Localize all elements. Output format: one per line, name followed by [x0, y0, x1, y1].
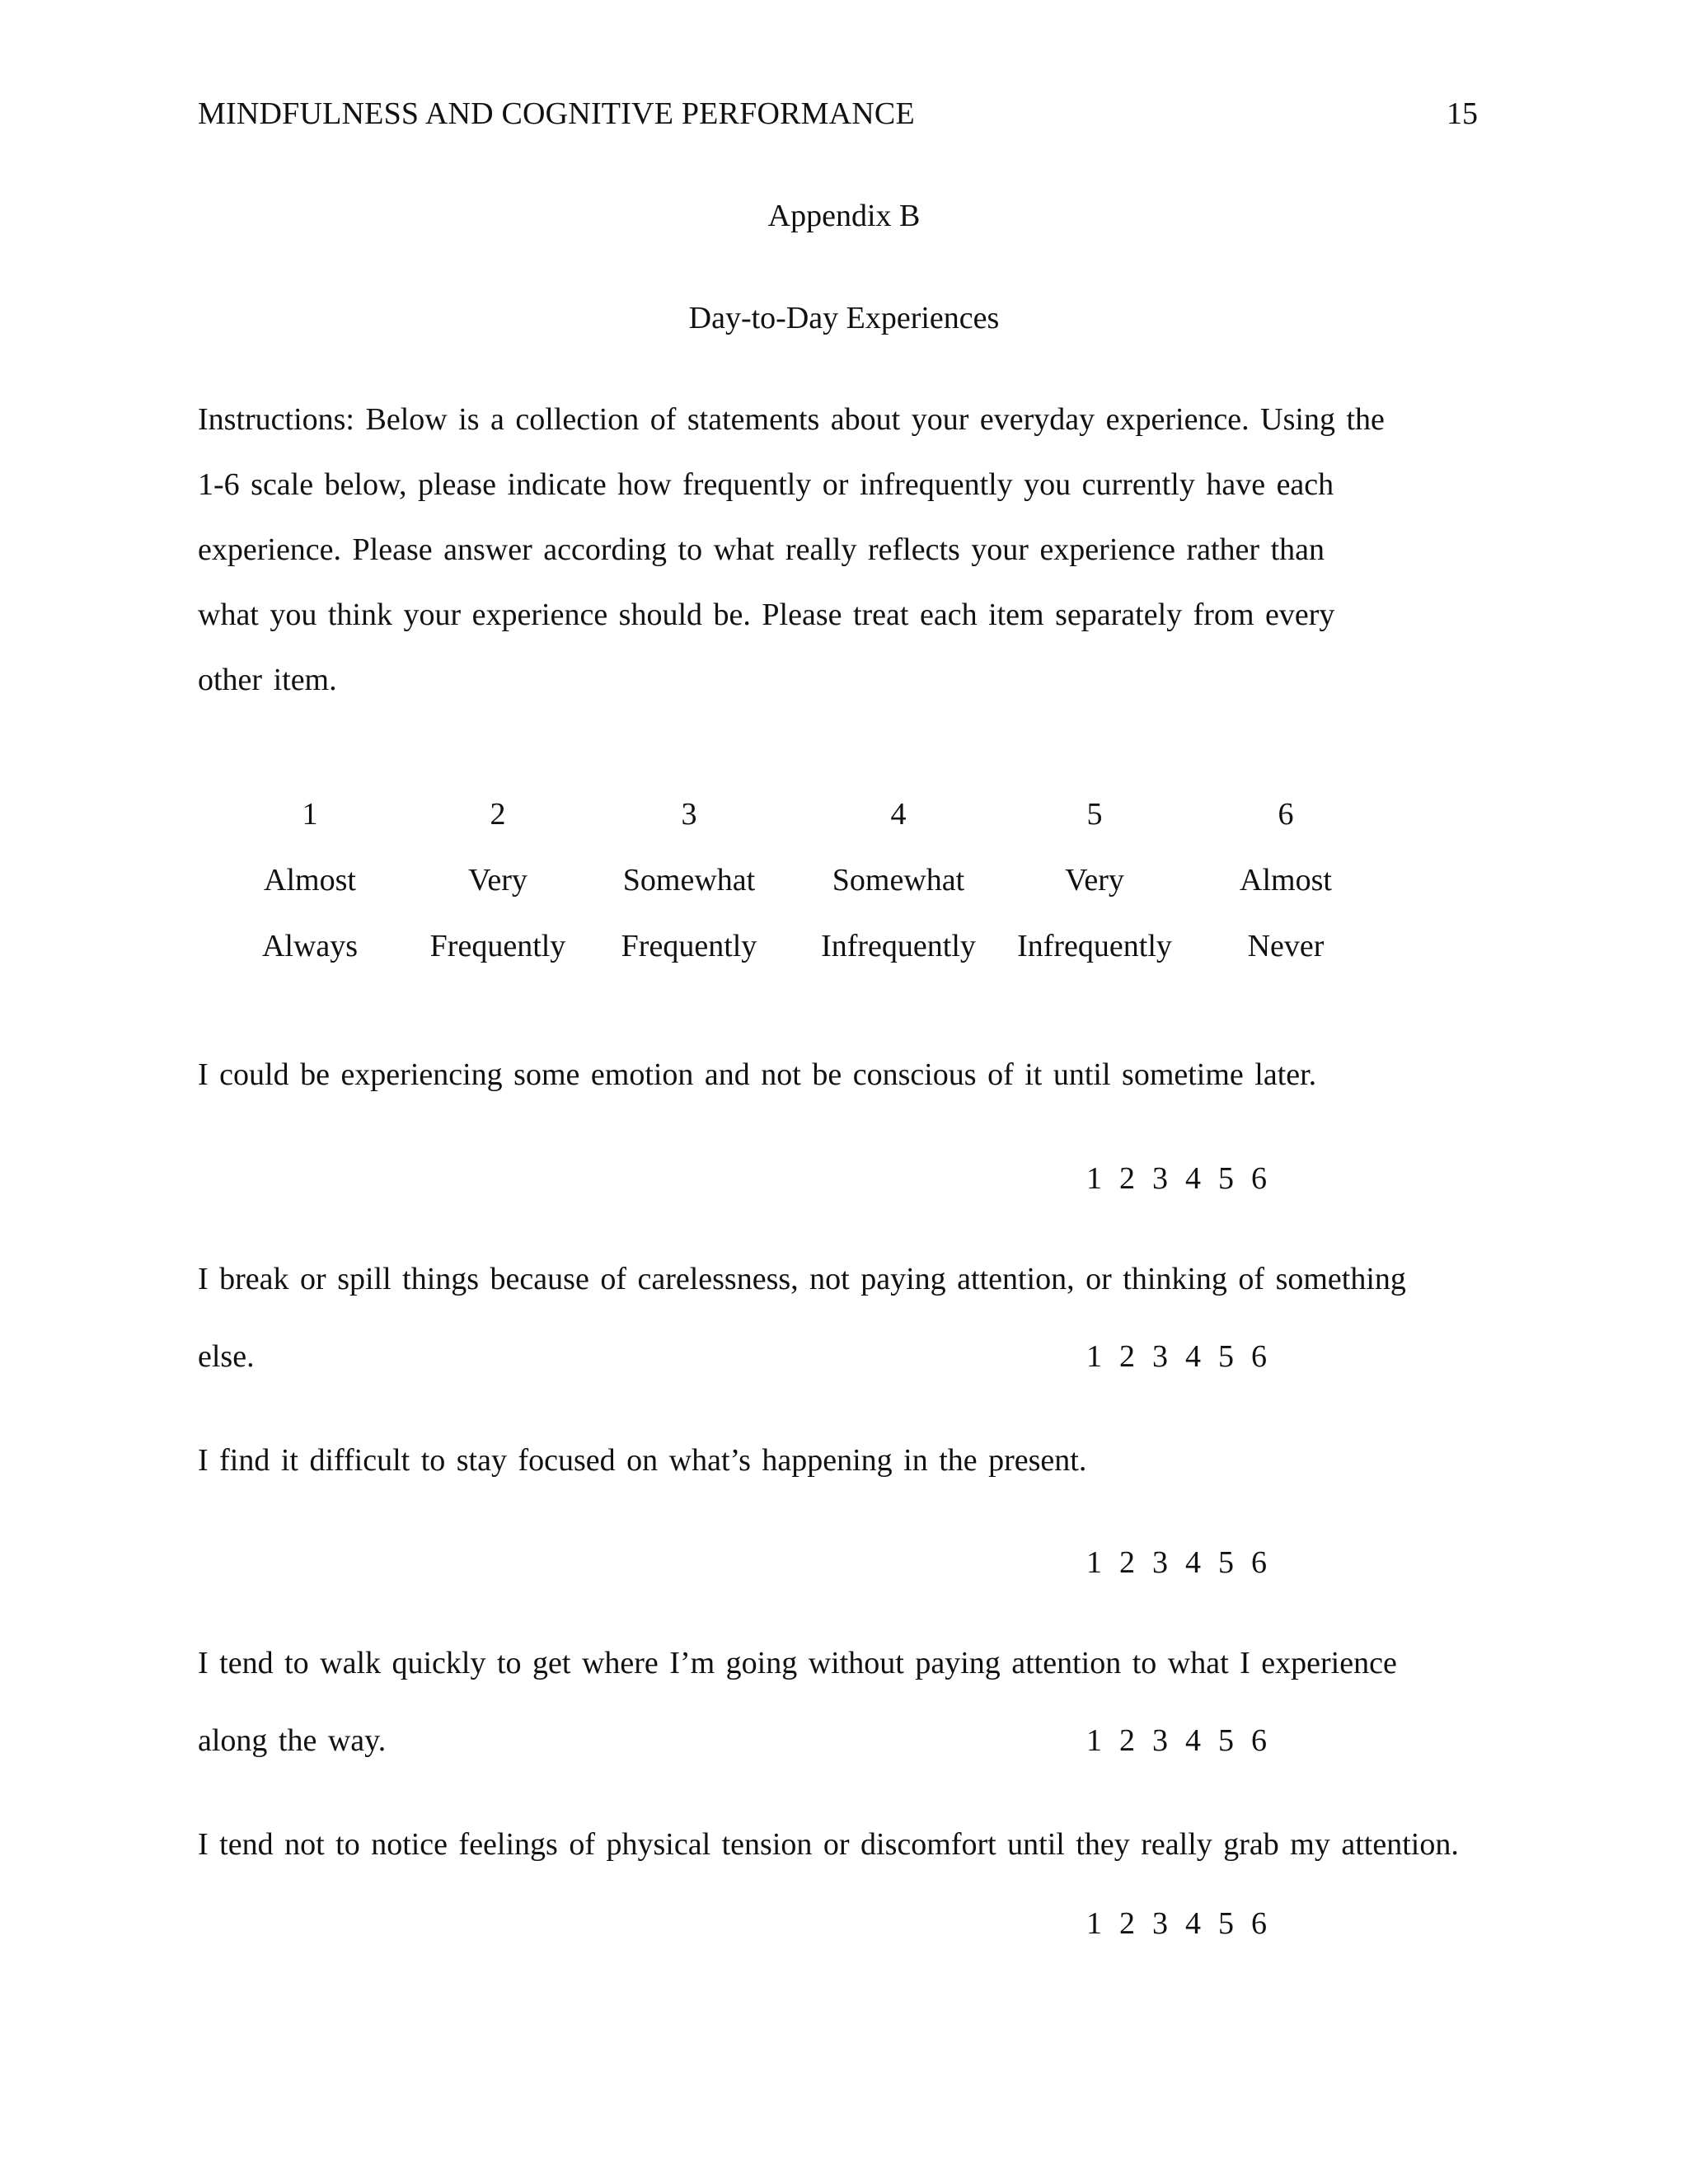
rating-options-item-3[interactable] — [1086, 1544, 1284, 1581]
scale-label-line1: Somewhat — [622, 863, 756, 898]
scale-number: 2 — [490, 797, 506, 832]
rating-option[interactable]: 5 — [1218, 1906, 1234, 1941]
rating-option[interactable]: 2 — [1119, 1906, 1135, 1941]
scale-option-2 — [399, 795, 597, 993]
rating-options-item-1[interactable] — [1086, 1160, 1284, 1197]
scale-number: 1 — [302, 797, 318, 832]
rating-option[interactable]: 6 — [1251, 1723, 1267, 1758]
rating-option[interactable]: 5 — [1218, 1545, 1234, 1580]
rating-option[interactable]: 2 — [1119, 1161, 1135, 1196]
page-number: 15 — [1447, 96, 1478, 131]
rating-option[interactable]: 4 — [1185, 1161, 1201, 1196]
scale-label-line2: Infrequently — [821, 929, 976, 963]
rating-option[interactable]: 6 — [1251, 1906, 1267, 1941]
questionnaire-item-4-continued: along the way. — [198, 1723, 387, 1758]
rating-option[interactable]: 3 — [1152, 1161, 1168, 1196]
scale-number: 6 — [1278, 797, 1294, 832]
rating-option[interactable]: 6 — [1251, 1161, 1267, 1196]
questionnaire-item-2: I break or spill things because of carelessness, not paying attention, or thinking of something — [198, 1262, 1406, 1296]
rating-scale-legend — [0, 795, 1688, 1010]
rating-option[interactable]: 6 — [1251, 1545, 1267, 1580]
scale-option-4 — [799, 795, 997, 993]
rating-option[interactable]: 2 — [1119, 1723, 1135, 1758]
instructions-paragraph — [198, 401, 1517, 726]
rating-option[interactable]: 1 — [1086, 1906, 1102, 1941]
rating-options-item-5[interactable] — [1086, 1905, 1284, 1942]
rating-option[interactable]: 3 — [1152, 1339, 1168, 1374]
questionnaire-item-3: I find it difficult to stay focused on what’s happening in the present. — [198, 1443, 1087, 1478]
rating-option[interactable]: 4 — [1185, 1906, 1201, 1941]
rating-option[interactable]: 2 — [1119, 1545, 1135, 1580]
questionnaire-item-1: I could be experiencing some emotion and not be conscious of it until sometime later. — [198, 1057, 1317, 1092]
running-head: MINDFULNESS AND COGNITIVE PERFORMANCE — [198, 96, 915, 131]
questionnaire-item-4: I tend to walk quickly to get where I’m going without paying attention to what I experience — [198, 1646, 1397, 1680]
rating-option[interactable]: 5 — [1218, 1161, 1234, 1196]
scale-label-line1: Very — [1065, 863, 1124, 898]
scale-option-1 — [211, 795, 409, 993]
rating-option[interactable]: 1 — [1086, 1339, 1102, 1374]
instructions-line: experience. Please answer according to what really reflects your experience rather than — [198, 532, 1325, 567]
rating-options-item-2[interactable] — [1086, 1338, 1284, 1375]
scale-label-line2: Frequently — [429, 929, 566, 963]
rating-option[interactable]: 1 — [1086, 1545, 1102, 1580]
scale-label-line2: Frequently — [621, 929, 757, 963]
rating-option[interactable]: 5 — [1218, 1339, 1234, 1374]
appendix-title: Appendix B — [767, 199, 921, 233]
instructions-line: what you think your experience should be. Please treat each item separately from every — [198, 598, 1335, 632]
scale-option-3 — [590, 795, 788, 993]
rating-option[interactable]: 2 — [1119, 1339, 1135, 1374]
rating-option[interactable]: 4 — [1185, 1339, 1201, 1374]
rating-option[interactable]: 4 — [1185, 1723, 1201, 1758]
questionnaire-item-5: I tend not to notice feelings of physical tension or discomfort until they really grab my attention. — [198, 1827, 1459, 1862]
scale-option-5 — [996, 795, 1193, 993]
scale-number: 5 — [1086, 797, 1103, 832]
scale-label-line1: Somewhat — [832, 863, 965, 898]
scale-option-6 — [1187, 795, 1385, 993]
scale-number: 4 — [890, 797, 907, 832]
scale-label-line2: Never — [1247, 929, 1325, 963]
scale-label-line1: Almost — [1240, 863, 1332, 898]
rating-option[interactable]: 3 — [1152, 1906, 1168, 1941]
rating-option[interactable]: 6 — [1251, 1339, 1267, 1374]
instructions-line: other item. — [198, 663, 337, 697]
section-title: Day-to-Day Experiences — [688, 301, 1000, 335]
scale-label-line2: Infrequently — [1017, 929, 1172, 963]
scale-label-line1: Very — [468, 863, 528, 898]
instructions-line: 1-6 scale below, please indicate how frequently or infrequently you currently have each — [198, 467, 1334, 502]
rating-option[interactable]: 5 — [1218, 1723, 1234, 1758]
instructions-line: Instructions: Below is a collection of statements about your everyday experience. Using the — [198, 402, 1385, 437]
questionnaire-item-2-continued: else. — [198, 1339, 255, 1374]
rating-option[interactable]: 3 — [1152, 1723, 1168, 1758]
rating-option[interactable]: 1 — [1086, 1723, 1102, 1758]
rating-option[interactable]: 4 — [1185, 1545, 1201, 1580]
scale-label-line1: Almost — [264, 863, 356, 898]
scale-label-line2: Always — [261, 929, 359, 963]
rating-option[interactable]: 3 — [1152, 1545, 1168, 1580]
rating-option[interactable]: 1 — [1086, 1161, 1102, 1196]
rating-options-item-4[interactable] — [1086, 1722, 1284, 1759]
scale-number: 3 — [681, 797, 697, 832]
